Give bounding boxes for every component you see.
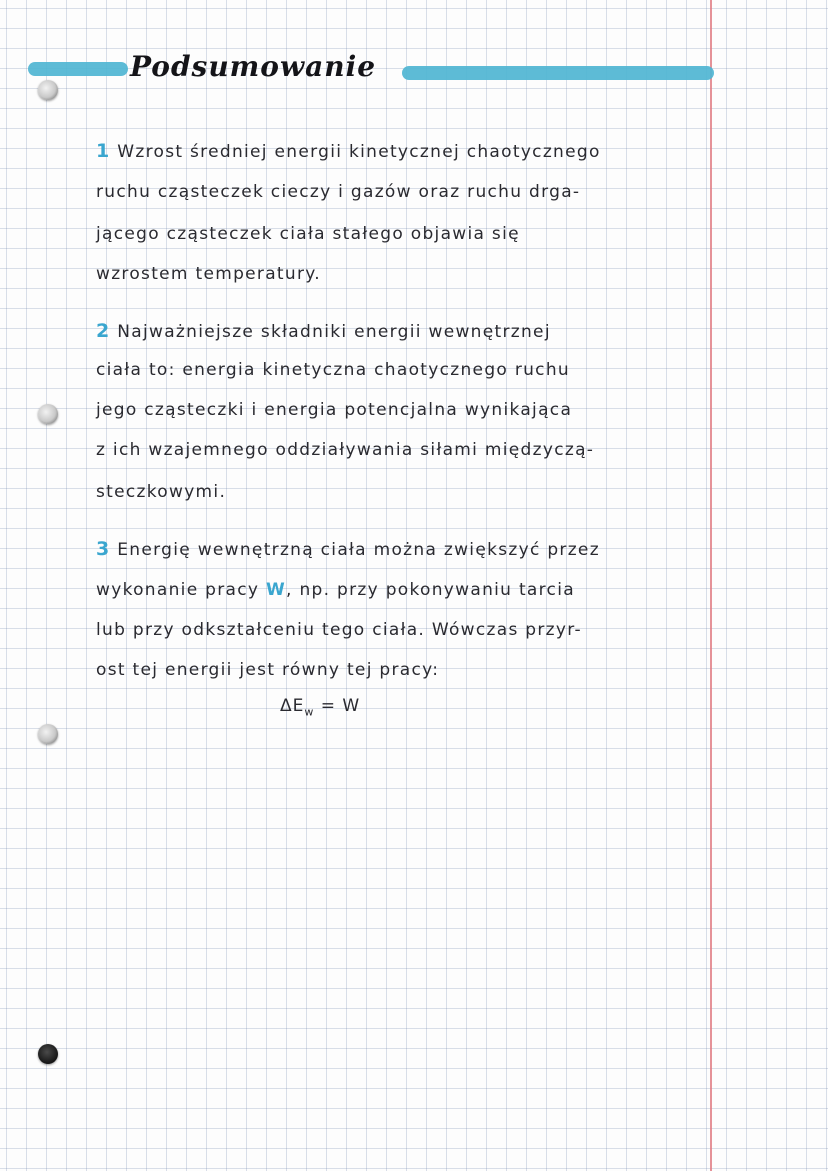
formula-subscript: w bbox=[304, 705, 315, 719]
item-text-line: jego cząsteczki i energia potencjalna wynikająca bbox=[96, 400, 573, 420]
item-text-line: Wzrost średniej energii kinetycznej chaotycznego bbox=[117, 142, 601, 162]
item-text-line: ost tej energii jest równy tej pracy: bbox=[96, 660, 440, 680]
formula-rhs: = W bbox=[320, 696, 361, 716]
punch-hole-1 bbox=[38, 80, 58, 100]
item-text-line: , np. przy pokonywaniu tarcia bbox=[286, 580, 575, 600]
item-text-line: steczkowymi. bbox=[96, 482, 227, 502]
title-highlight-right bbox=[402, 66, 714, 80]
item-text-line: wzrostem temperatury. bbox=[96, 264, 321, 284]
page-title: Podsumowanie bbox=[130, 50, 377, 83]
formula bbox=[280, 696, 360, 718]
item-number: 1 bbox=[96, 140, 111, 162]
punch-hole-4 bbox=[38, 1044, 58, 1064]
title-highlight-left bbox=[28, 62, 128, 76]
item-number: 3 bbox=[96, 538, 111, 560]
punch-hole-3 bbox=[38, 724, 58, 744]
item-text-line: jącego cząsteczek ciała stałego objawia się bbox=[96, 224, 520, 244]
item-text-line: wykonanie pracy bbox=[96, 580, 260, 600]
item-text-line: z ich wzajemnego oddziaływania siłami międzyczą- bbox=[96, 440, 595, 460]
item-text-line: ciała to: energia kinetyczna chaotycznego ruchu bbox=[96, 360, 570, 380]
formula-lhs: ΔE bbox=[280, 696, 305, 716]
punch-hole-2 bbox=[38, 404, 58, 424]
item-text-line: Energię wewnętrzną ciała można zwiększyć przez bbox=[117, 540, 600, 560]
margin-line bbox=[710, 0, 712, 1171]
item-text-line: Najważniejsze składniki energii wewnętrznej bbox=[117, 322, 551, 342]
item-text-line: ruchu cząsteczek cieczy i gazów oraz ruchu drga- bbox=[96, 182, 581, 202]
item-number: 2 bbox=[96, 320, 111, 342]
item-text-line: lub przy odkształceniu tego ciała. Wówczas przyr- bbox=[96, 620, 582, 640]
work-symbol: W bbox=[265, 580, 287, 600]
